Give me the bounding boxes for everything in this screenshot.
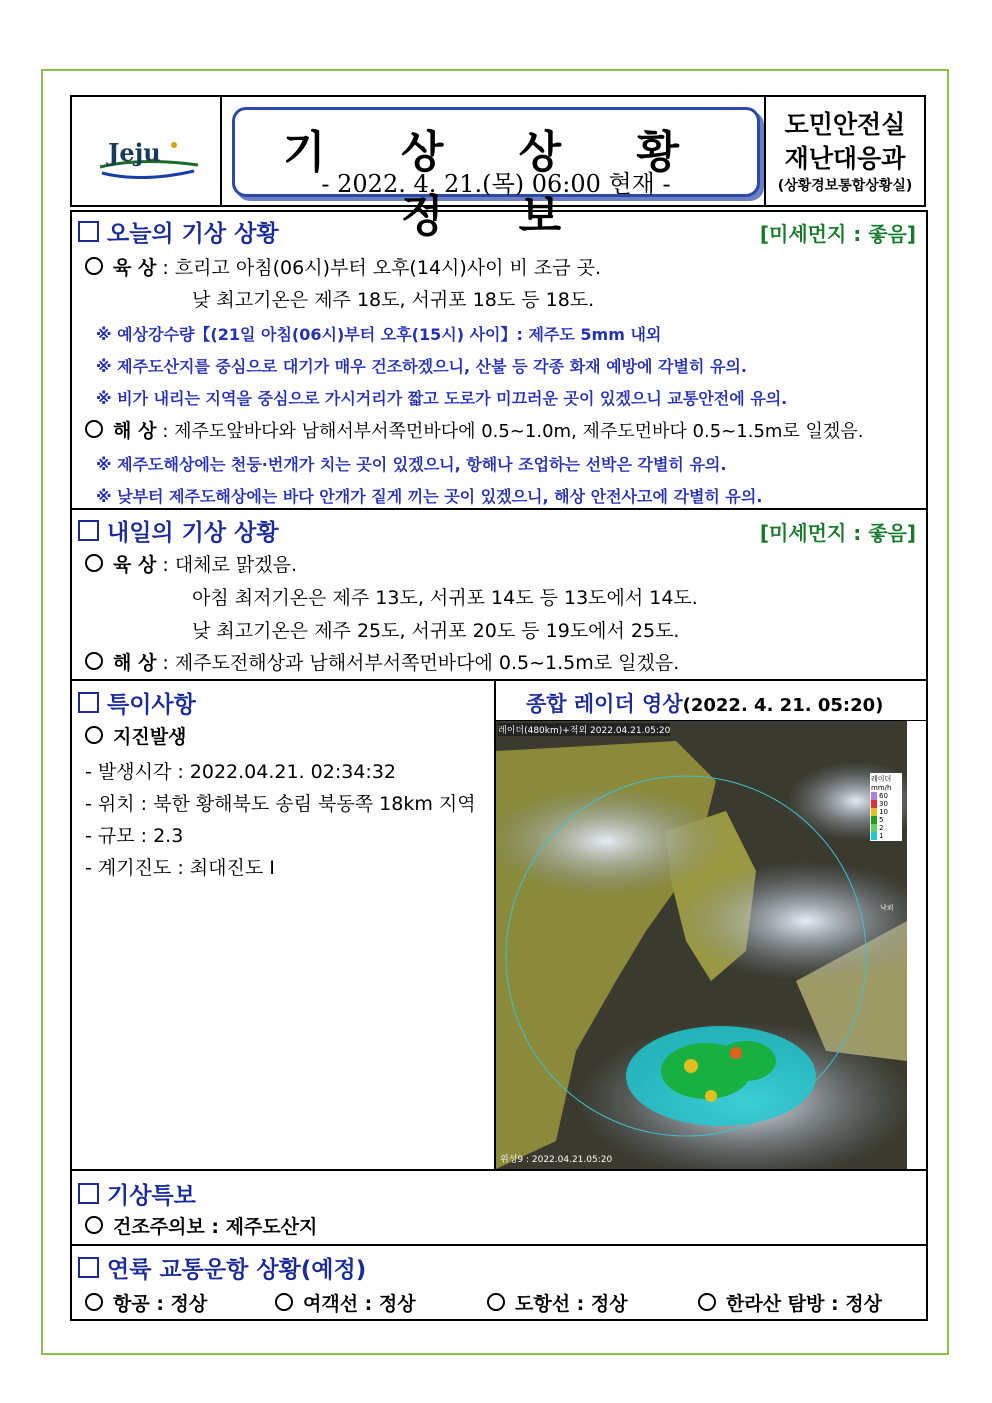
tomorrow-land-label: 육 상 [113, 554, 157, 576]
tomorrow-heading: 내일의 기상 상황 [107, 520, 279, 546]
today-note-3: ※ 비가 내리는 지역을 중심으로 가시거리가 짧고 도로가 미끄러운 곳이 있겠으니 교통안전에 유의. [96, 389, 788, 408]
legend-unit: mm/h [871, 784, 892, 792]
traffic-item-hallasan: 한라산 탐방 : 정상 [698, 1289, 882, 1316]
dept-line3: (상황경보통합상황실) [777, 178, 913, 194]
tomorrow-land [85, 550, 297, 577]
section-traffic [78, 1251, 366, 1284]
divider [70, 508, 928, 510]
section-tomorrow [78, 514, 279, 547]
section-warning [78, 1177, 196, 1210]
radar-time: (2022. 4. 21. 05:20) [682, 695, 884, 716]
logo-text: Jeju [108, 138, 161, 167]
quake-item: - 위치 : 북한 황해북도 송림 북동쪽 18km 지역 [85, 793, 476, 815]
today-land-label: 육 상 [113, 257, 157, 279]
tomorrow-sea-line: : 제주도전해상과 남해서부서쪽먼바다에 0.5~1.5m로 일겠음. [162, 652, 680, 674]
circle-bullet-icon [85, 1216, 103, 1234]
quake-title: 지진발생 [85, 722, 186, 749]
circle-bullet-icon [85, 726, 103, 744]
radar-caption-bottom: 위성9 : 2022.04.21.05:20 [500, 1155, 613, 1165]
section-special [78, 686, 196, 719]
quake-item: - 계기진도 : 최대진도 Ⅰ [85, 857, 275, 879]
legend-value: 5 [871, 816, 901, 824]
traffic-item-island-ferry: 도항선 : 정상 [487, 1289, 628, 1316]
checkbox-icon [78, 1183, 99, 1204]
tomorrow-sea [85, 648, 679, 675]
legend-title: 레이더 [871, 775, 892, 783]
today-land-line2: 낮 최고기온은 제주 18도, 서귀포 18도 등 18도. [192, 289, 595, 311]
document-title: 기 상 상 황 정 보 [283, 127, 709, 242]
title-cell [220, 95, 766, 242]
radar-legend [870, 773, 902, 841]
tomorrow-land-line3: 낮 최고기온은 제주 25도, 서귀포 20도 등 19도에서 25도. [192, 620, 680, 642]
radar-image [496, 721, 907, 1169]
divider [70, 679, 928, 681]
today-sea-note-1: ※ 제주도해상에는 천둥·번개가 치는 곳이 있겠으니, 항해나 조업하는 선박은 각별히 유의. [96, 455, 727, 474]
circle-bullet-icon [487, 1293, 505, 1311]
tomorrow-land-line1: : 대체로 맑겠음. [162, 554, 298, 576]
dept-line2: 재난대응과 [784, 144, 906, 173]
today-land-line1: : 흐리고 아침(06시)부터 오후(14시)사이 비 조금 곳. [162, 257, 602, 279]
special-heading: 특이사항 [107, 692, 196, 718]
legend-value: 60 [871, 792, 901, 800]
quake-item: - 규모 : 2.3 [85, 825, 184, 847]
checkbox-icon [78, 1257, 99, 1278]
warning-item: 건조주의보 : 제주도산지 [85, 1212, 317, 1239]
circle-bullet-icon [85, 257, 103, 275]
today-land [85, 253, 601, 280]
radar-map [496, 721, 907, 1169]
today-sea-label: 해 상 [113, 420, 157, 442]
document-date: - 2022. 4. 21.(목) 06:00 현재 - [321, 170, 671, 198]
today-sea [85, 416, 863, 443]
radar-caption-top: 레이더(480km)+적외 2022.04.21.05:20 [498, 723, 670, 736]
today-sea-line: : 제주도앞바다와 남해서부서쪽먼바다에 0.5~1.0m, 제주도먼바다 0.5~1.5m로 일겠음. [162, 421, 864, 442]
circle-bullet-icon [275, 1293, 293, 1311]
tomorrow-land-line2: 아침 최저기온은 제주 13도, 서귀포 14도 등 13도에서 14도. [192, 587, 698, 609]
circle-bullet-icon [85, 1293, 103, 1311]
checkbox-icon [78, 520, 99, 541]
section-today [78, 215, 279, 248]
tomorrow-sea-label: 해 상 [113, 652, 157, 674]
checkbox-icon [78, 692, 99, 713]
checkbox-icon [78, 221, 99, 242]
today-heading: 오늘의 기상 상황 [107, 221, 279, 247]
circle-bullet-icon [85, 420, 103, 438]
legend-value: 30 [871, 800, 901, 808]
circle-bullet-icon [85, 554, 103, 572]
traffic-item-air: 항공 : 정상 [85, 1289, 207, 1316]
title-banner [232, 107, 760, 242]
jeju-logo [72, 97, 220, 205]
legend-value: 10 [871, 808, 901, 816]
radar-title [526, 688, 883, 718]
today-sea-note-2: ※ 낮부터 제주도해상에는 바다 안개가 짙게 끼는 곳이 있겠으니, 해상 안전사고에 각별히 유의. [96, 487, 763, 506]
department-cell [764, 95, 926, 207]
dept-line1: 도민안전실 [784, 110, 906, 139]
traffic-heading: 연륙 교통운항 상황(예정) [107, 1257, 367, 1283]
circle-bullet-icon [85, 652, 103, 670]
legend-value: 1 [871, 832, 901, 840]
logo-cell [70, 95, 222, 207]
divider [70, 1169, 928, 1171]
circle-bullet-icon [698, 1293, 716, 1311]
today-note-1: ※ 예상강수량【(21일 아침(06시)부터 오후(15시) 사이】: 제주도 5mm 내외 [96, 325, 662, 344]
legend-lightning: 낙뢰 [880, 904, 894, 912]
divider [70, 1244, 928, 1246]
traffic-item-ferry: 여객선 : 정상 [275, 1289, 416, 1316]
quake-item: - 발생시각 : 2022.04.21. 02:34:32 [85, 761, 396, 783]
today-note-2: ※ 제주도산지를 중심으로 대기가 매우 건조하겠으니, 산불 등 각종 화재 예방에 각별히 유의. [96, 357, 747, 376]
tomorrow-dust: [미세먼지 : 좋음] [759, 521, 916, 545]
warning-heading: 기상특보 [107, 1183, 196, 1209]
today-dust: [미세먼지 : 좋음] [759, 222, 916, 246]
legend-value: 2 [871, 824, 901, 832]
radar-heading: 종합 레이더 영상 [526, 692, 683, 716]
